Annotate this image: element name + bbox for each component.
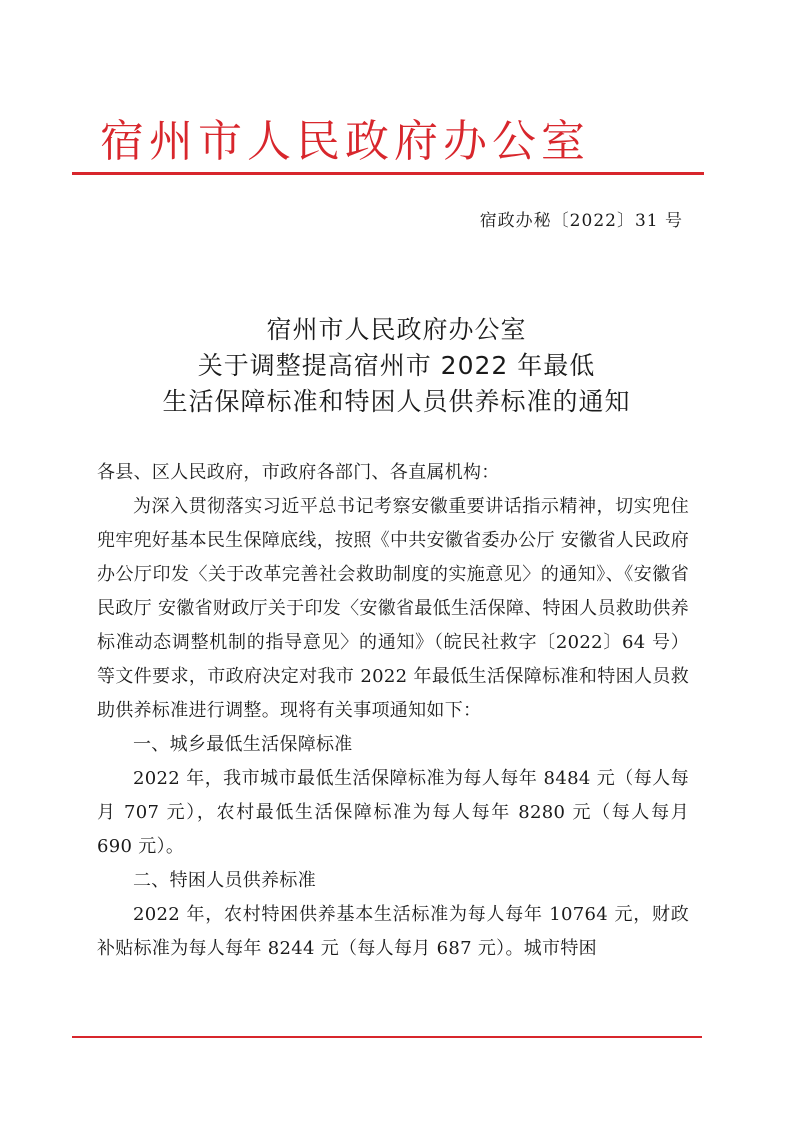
document-title <box>60 312 733 420</box>
body-paragraph-minimum-living: 2022 年，我市城市最低生活保障标准为每人每年 8484 元（每人每月 707 元），农村最低生活保障标准为每人每年 8280 元（每人每月 690 元）。 <box>97 768 689 857</box>
header-red-rule <box>72 172 704 175</box>
document-body <box>97 456 689 966</box>
section-heading-2: 二、特困人员供养标准 <box>133 870 316 891</box>
title-line-3: 生活保障标准和特困人员供养标准的通知 <box>162 387 631 416</box>
title-line-2: 关于调整提高宿州市 2022 年最低 <box>197 351 596 380</box>
issuing-organization-header: 宿州市人民政府办公室 <box>100 116 590 167</box>
body-paragraph-intro: 为深入贯彻落实习近平总书记考察安徽重要讲话指示精神，切实兜住兜牢兜好基本民生保障底线，按照《中共安徽省委办公厅 安徽省人民政府办公厅印发〈关于改革完善社会救助制度的实施意见〉的通知》、《安徽省民政厅 安徽省财政厅关于印发〈安徽省最低生活保障、特困人员救助供养标准动态调整机制的指导意见〉的通知》（皖民社救字〔2022〕64 号）等文件要求，市政府决定对我市 2022 年最低生活保障标准和特困人员救助供养标准进行调整。现将有关事项通知如下： <box>97 496 689 721</box>
footer-red-rule <box>72 1036 702 1038</box>
title-line-1: 宿州市人民政府办公室 <box>266 315 527 344</box>
body-paragraph-special-hardship: 2022 年，农村特困供养基本生活标准为每人每年 10764 元，财政补贴标准为每人每年 8244 元（每人每月 687 元）。城市特困 <box>97 904 689 959</box>
document-number: 宿政办秘〔2022〕31 号 <box>479 211 683 231</box>
salutation: 各县、区人民政府，市政府各部门、各直属机构： <box>97 462 500 483</box>
section-heading-1: 一、城乡最低生活保障标准 <box>133 734 353 755</box>
